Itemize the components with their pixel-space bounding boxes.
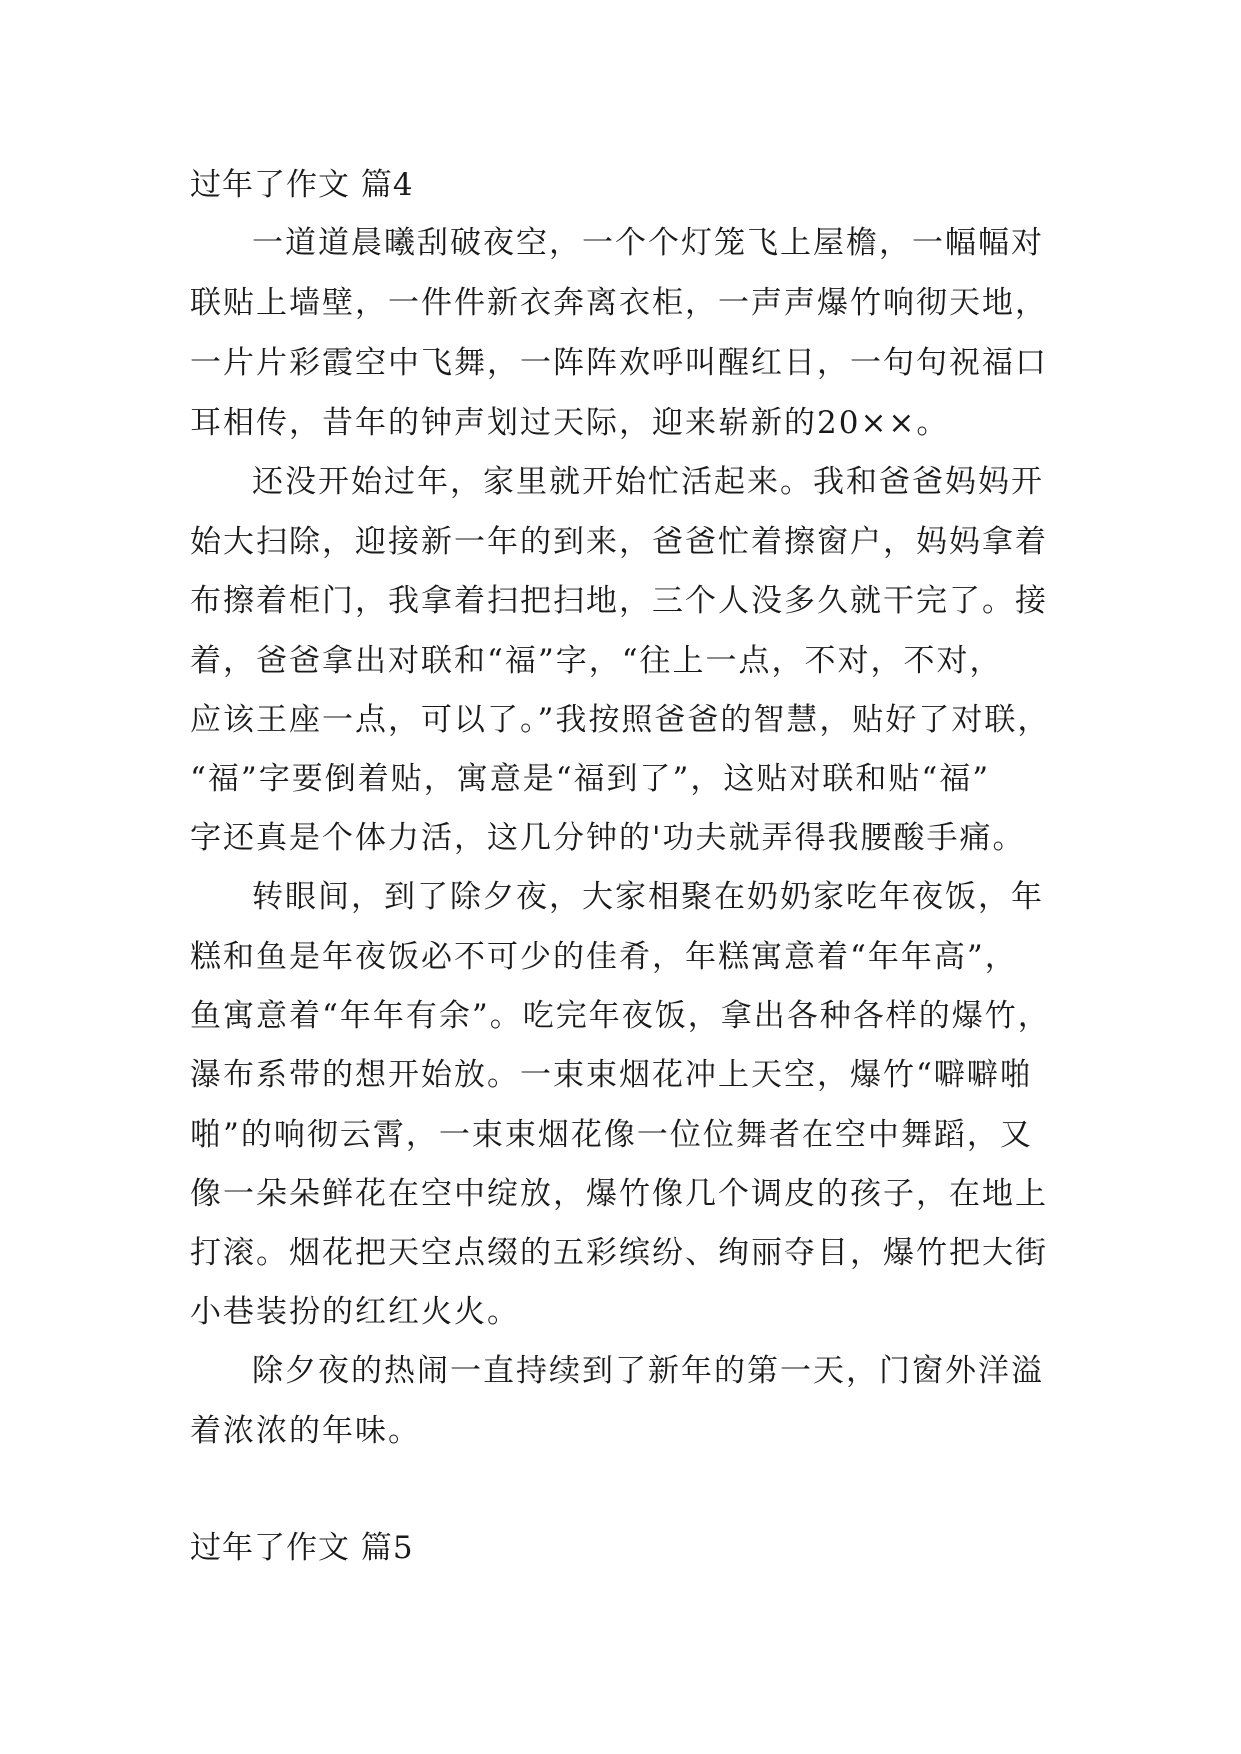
paragraph-line: 打滚。烟花把天空点缀的五彩缤纷、绚丽夺目，爆竹把大街 <box>190 1235 1048 1271</box>
paragraph-line: 联贴上墙壁，一件件新衣奔离衣柜，一声声爆竹响彻天地， <box>190 285 1048 321</box>
paragraph-line: “福”字要倒着贴，寓意是“福到了”，这贴对联和贴“福” <box>190 761 991 797</box>
paragraph-line: 小巷装扮的红红火火。 <box>190 1294 520 1330</box>
paragraph-line: 除夕夜的热闹一直持续到了新年的第一天，门窗外洋溢 <box>252 1353 1044 1389</box>
paragraph-line: 还没开始过年，家里就开始忙活起来。我和爸爸妈妈开 <box>252 464 1044 500</box>
paragraph-line: 瀑布系带的想开始放。一束束烟花冲上天空，爆竹“噼噼啪 <box>190 1057 1033 1093</box>
paragraph-line: 啪”的响彻云霄，一束束烟花像一位位舞者在空中舞蹈，又 <box>190 1117 1033 1153</box>
paragraph-line: 像一朵朵鲜花在空中绽放，爆竹像几个调皮的孩子，在地上 <box>190 1176 1048 1212</box>
paragraph-line: 鱼寓意着“年年有余”。吃完年夜饭，拿出各种各样的爆竹， <box>190 998 1051 1034</box>
paragraph-line: 一片片彩霞空中飞舞，一阵阵欢呼叫醒红日，一句句祝福口 <box>190 345 1048 381</box>
section-heading: 过年了作文 篇5 <box>190 1530 414 1566</box>
section-heading: 过年了作文 篇4 <box>190 167 414 203</box>
paragraph-line: 着浓浓的年味。 <box>190 1413 421 1449</box>
paragraph-line: 布擦着柜门，我拿着扫把扫地，三个人没多久就干完了。接 <box>190 583 1048 619</box>
paragraph-line: 一道道晨曦刮破夜空，一个个灯笼飞上屋檐，一幅幅对 <box>252 225 1044 261</box>
paragraph-line: 糕和鱼是年夜饭必不可少的佳肴，年糕寓意着“年年高”， <box>190 939 1018 975</box>
paragraph-line: 始大扫除，迎接新一年的到来，爸爸忙着擦窗户，妈妈拿着 <box>190 524 1048 560</box>
paragraph-line: 着，爸爸拿出对联和“福”字，“往上一点，不对，不对， <box>190 643 1003 679</box>
paragraph-line: 应该王座一点，可以了。”我按照爸爸的智慧，贴好了对联， <box>190 702 1051 738</box>
paragraph-line: 转眼间，到了除夕夜，大家相聚在奶奶家吃年夜饭，年 <box>252 879 1044 915</box>
paragraph-line: 字还真是个体力活，这几分钟的'功夫就弄得我腰酸手痛。 <box>190 820 1026 856</box>
paragraph-line: 耳相传，昔年的钟声划过天际，迎来崭新的20××。 <box>190 405 950 441</box>
